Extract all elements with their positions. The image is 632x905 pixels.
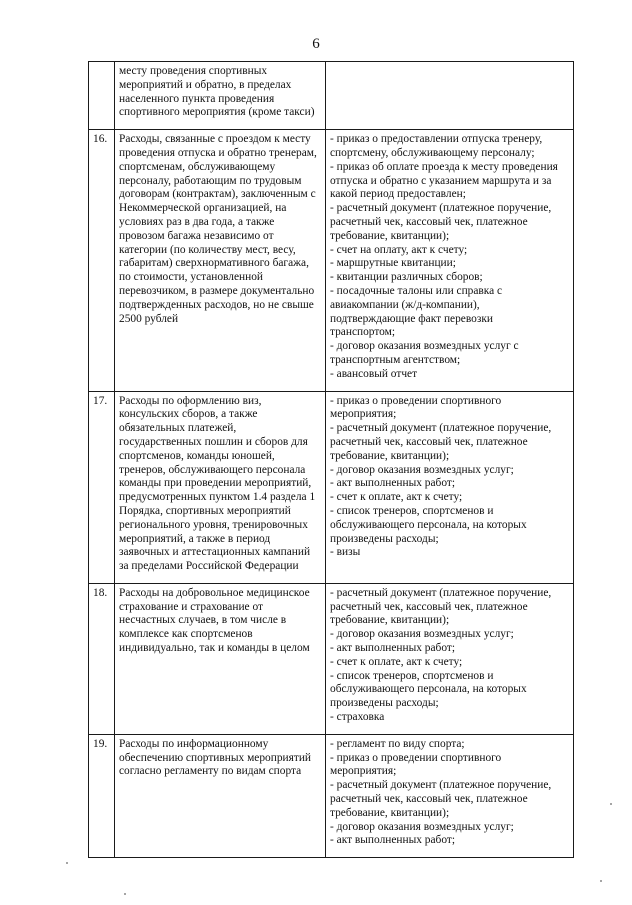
document-line: расчетный чек, кассовый чек, платежное — [330, 215, 528, 228]
description-line: за пределами Российской Федерации — [119, 560, 299, 573]
document-line: - расчетный документ (платежное поручение, — [330, 422, 552, 435]
expense-description — [115, 734, 326, 857]
description-line: по стоимости, установленной — [119, 271, 263, 284]
description-line: предусмотренных пунктом 1.4 раздела 1 — [119, 491, 316, 504]
description-line: государственных пошлин и сборов для — [119, 435, 308, 448]
supporting-documents — [326, 130, 574, 391]
document-line: - договор оказания возмездных услуг с — [330, 340, 519, 353]
document-line: - расчетный документ (платежное поручение, — [330, 779, 552, 792]
supporting-documents — [326, 62, 574, 130]
document-line: требование, квитанции); — [330, 229, 450, 242]
supporting-documents — [326, 391, 574, 583]
document-line: - акт выполненных работ; — [330, 642, 456, 655]
document-line: - приказ о проведении спортивного — [330, 751, 502, 764]
document-line: - расчетный документ (платежное поручение, — [330, 202, 552, 215]
table-body — [89, 62, 574, 858]
table-row — [89, 734, 574, 857]
description-line: условиях раз в два года, а также — [119, 215, 275, 228]
row-number: 18. — [89, 583, 115, 734]
document-line: мероприятия; — [330, 408, 397, 421]
description-line: спортсменам, обслуживающему — [119, 160, 276, 173]
scan-speck — [66, 862, 68, 864]
document-line: требование, квитанции); — [330, 806, 450, 819]
description-line: заявочных и аттестационных кампаний — [119, 546, 311, 559]
description-line: страхование и страхование от — [119, 600, 263, 613]
expense-description — [115, 583, 326, 734]
description-line: комплексе как спортсменов — [119, 628, 253, 641]
document-line: - счет на оплату, акт к счету; — [330, 243, 468, 256]
document-line: - регламент по виду спорта; — [330, 737, 465, 750]
document-line: расчетный чек, кассовый чек, платежное — [330, 435, 528, 448]
document-line: - счет к оплате, акт к счету; — [330, 655, 463, 668]
document-line: - визы — [330, 546, 361, 559]
description-line: Порядка, спортивных мероприятий — [119, 504, 291, 517]
row-number: 17. — [89, 391, 115, 583]
table-row — [89, 130, 574, 391]
document-line: - акт выполненных работ; — [330, 834, 456, 847]
scan-speck — [610, 803, 612, 805]
description-line: Расходы по информационному — [119, 737, 269, 750]
document-line: спортсмену, обслуживающему персоналу; — [330, 146, 535, 159]
description-line: консульских сборов, а также — [119, 408, 258, 421]
description-line: провозом багажа независимо от — [119, 229, 274, 242]
document-line: - приказ об оплате проезда к месту проведения — [330, 160, 558, 173]
document-line: - договор оказания возмездных услуг; — [330, 820, 514, 833]
description-line: спортсменов, команды юношей, — [119, 449, 275, 462]
document-line: - маршрутные квитанции; — [330, 257, 456, 270]
scan-speck — [124, 893, 126, 895]
description-line: Расходы, связанные с проездом к месту — [119, 133, 311, 146]
document-line: транспортным агентством; — [330, 353, 461, 366]
document-line: - договор оказания возмездных услуг; — [330, 628, 514, 641]
document-line: отпуска и обратно с указанием маршрута и за — [330, 174, 552, 187]
document-line: - список тренеров, спортсменов и — [330, 669, 494, 682]
document-line: - посадочные талоны или справка с — [330, 284, 503, 297]
document-line: расчетный чек, кассовый чек, платежное — [330, 793, 528, 806]
expense-description — [115, 62, 326, 130]
supporting-documents — [326, 734, 574, 857]
page-number: 6 — [312, 36, 320, 52]
description-line: перевозчиком, в размере документально — [119, 284, 315, 297]
document-line: - расчетный документ (платежное поручение, — [330, 586, 552, 599]
description-line: проведения отпуска и обратно тренерам, — [119, 146, 317, 159]
document-line: - счет к оплате, акт к счету; — [330, 491, 463, 504]
row-number: 19. — [89, 734, 115, 857]
document-line: - авансовый отчет — [330, 367, 418, 380]
document-line: - квитанции различных сборов; — [330, 271, 483, 284]
document-line: - приказ о предоставлении отпуска тренеру, — [330, 133, 543, 146]
description-line: Расходы по оформлению виз, — [119, 394, 262, 407]
description-line: регионального уровня, тренировочных — [119, 518, 308, 531]
description-line: подтвержденных расходов, но не свыше — [119, 298, 314, 311]
document-line: - страховка — [330, 711, 385, 724]
document-line: авиакомпании (ж/д-компании), — [330, 298, 480, 311]
document-line: - приказ о проведении спортивного — [330, 394, 502, 407]
document-line: мероприятия; — [330, 765, 397, 778]
description-line: договорам (контрактам), заключенным с — [119, 188, 316, 201]
description-line: категории (по количеству мест, весу, — [119, 243, 296, 256]
document-line: произведены расходы; — [330, 532, 439, 545]
row-number: 16. — [89, 130, 115, 391]
description-line: согласно регламенту по видам спорта — [119, 765, 302, 778]
expenses-table — [88, 61, 574, 858]
description-line: спортивного мероприятия (кроме такси) — [119, 106, 315, 119]
description-line: населенного пункта проведения — [119, 92, 275, 105]
document-line: какой период предоставлен; — [330, 188, 466, 201]
description-line: обеспечению спортивных мероприятий — [119, 751, 312, 764]
document-line: требование, квитанции); — [330, 449, 450, 462]
description-line: команды при проведении мероприятий, — [119, 477, 312, 490]
description-line: Расходы на добровольное медицинское — [119, 586, 310, 599]
scan-speck — [600, 880, 602, 882]
table-row — [89, 583, 574, 734]
row-number — [89, 62, 115, 130]
document-line: обслуживающего персонала, на которых — [330, 518, 527, 531]
document-line: - договор оказания возмездных услуг; — [330, 463, 514, 476]
description-line: тренеров, обслуживающего персонала — [119, 463, 306, 476]
description-line: мероприятий и обратно, в пределах — [119, 78, 292, 91]
document-line: транспортом; — [330, 326, 396, 339]
description-line: месту проведения спортивных — [119, 65, 268, 77]
document-line: - список тренеров, спортсменов и — [330, 504, 494, 517]
supporting-documents — [326, 583, 574, 734]
document-line: подтверждающие факт перевозки — [330, 312, 493, 325]
description-line: Некоммерческой организацией, на — [119, 202, 287, 215]
description-line: 2500 рублей — [119, 312, 179, 325]
document-line: расчетный чек, кассовый чек, платежное — [330, 600, 528, 613]
description-line: габаритам) сверхнормативного багажа, — [119, 257, 309, 270]
description-line: несчастных случаев, в том числе в — [119, 614, 287, 627]
description-line: индивидуально, так и команды в целом — [119, 642, 310, 655]
expense-description — [115, 391, 326, 583]
document-line: - акт выполненных работ; — [330, 477, 456, 490]
document-line: требование, квитанции); — [330, 614, 450, 627]
document-line: произведены расходы; — [330, 697, 439, 710]
table-row — [89, 62, 574, 130]
document-line: обслуживающего персонала, на которых — [330, 683, 527, 696]
table-row — [89, 391, 574, 583]
expense-description — [115, 130, 326, 391]
description-line: мероприятий, а также в период — [119, 532, 271, 545]
description-line: обязательных платежей, — [119, 422, 237, 435]
description-line: персоналу, работающим по трудовым — [119, 174, 302, 187]
